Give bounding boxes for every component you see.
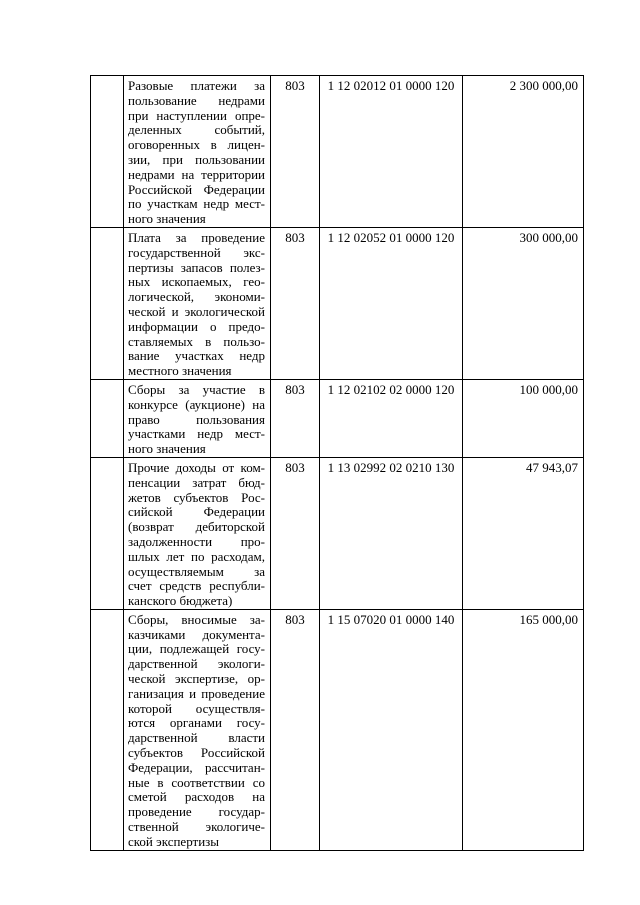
revenue-name-line: проведение государ- bbox=[128, 804, 265, 820]
amount-cell: 300 000,00 bbox=[463, 227, 584, 379]
revenue-name-line: зии, при пользовании bbox=[128, 151, 265, 167]
revenue-name-line: счет средств республи- bbox=[128, 578, 265, 594]
revenue-name-line: право пользования bbox=[128, 411, 265, 427]
table-row bbox=[91, 76, 584, 228]
row-number-cell bbox=[91, 379, 124, 457]
row-number-cell bbox=[91, 76, 124, 228]
revenue-name-line: ного значения bbox=[128, 211, 206, 227]
revenue-name-line: информации о предо- bbox=[128, 318, 265, 334]
row-number-cell bbox=[91, 609, 124, 850]
revenue-name-line: деленных событий, bbox=[128, 122, 265, 138]
revenue-name-line: при наступлении опре- bbox=[128, 107, 265, 123]
revenue-name-line: ных ископаемых, гео- bbox=[128, 274, 265, 290]
revenue-name-line: Сборы за участие в bbox=[128, 381, 265, 397]
revenue-name-cell bbox=[124, 227, 271, 379]
amount-cell: 2 300 000,00 bbox=[463, 76, 584, 228]
revenue-name-line: местного значения bbox=[128, 363, 232, 379]
amount-cell: 100 000,00 bbox=[463, 379, 584, 457]
budget-classification-code-cell: 1 12 02102 02 0000 120 bbox=[320, 379, 463, 457]
budget-revenue-table bbox=[90, 75, 584, 851]
admin-code-cell: 803 bbox=[271, 379, 320, 457]
revenue-name-line: шлых лет по расходам, bbox=[128, 548, 265, 564]
revenue-name-line: недрами на территории bbox=[128, 166, 265, 182]
revenue-name-line: ного значения bbox=[128, 441, 206, 457]
budget-classification-code-cell: 1 13 02992 02 0210 130 bbox=[320, 457, 463, 609]
table-row bbox=[91, 379, 584, 457]
revenue-name-line: ются органами госу- bbox=[128, 715, 265, 731]
revenue-name-line: ской экспертизы bbox=[128, 833, 220, 849]
amount-cell: 165 000,00 bbox=[463, 609, 584, 850]
revenue-name-line: (возврат дебиторской bbox=[128, 519, 265, 535]
revenue-name-line: Российской Федерации bbox=[128, 181, 265, 197]
table-row bbox=[91, 457, 584, 609]
revenue-name-cell bbox=[124, 609, 271, 850]
revenue-name-line: канского бюджета) bbox=[128, 593, 233, 609]
revenue-name-line: ции, подлежащей госу- bbox=[128, 641, 265, 657]
row-number-cell bbox=[91, 227, 124, 379]
revenue-name-line: государственной экс- bbox=[128, 244, 265, 260]
admin-code-cell: 803 bbox=[271, 609, 320, 850]
revenue-name-line: оговоренных в лицен- bbox=[128, 137, 265, 153]
table-row bbox=[91, 227, 584, 379]
revenue-name-line: задолженности про- bbox=[128, 533, 265, 549]
revenue-name-line: логической, экономи- bbox=[128, 289, 265, 305]
revenue-name-line: осуществляемым за bbox=[128, 563, 265, 579]
budget-classification-code-cell: 1 15 07020 01 0000 140 bbox=[320, 609, 463, 850]
revenue-name-line: дарственной экологи- bbox=[128, 656, 265, 672]
revenue-name-line: ческой и экологической bbox=[128, 303, 265, 319]
table-row bbox=[91, 609, 584, 850]
revenue-name-line: ганизация и проведение bbox=[128, 685, 265, 701]
revenue-name-cell bbox=[124, 379, 271, 457]
revenue-name-cell bbox=[124, 76, 271, 228]
admin-code-cell: 803 bbox=[271, 227, 320, 379]
revenue-name-line: участками недр мест- bbox=[128, 426, 265, 442]
revenue-name-line: дарственной власти bbox=[128, 730, 265, 746]
revenue-name-line: по участкам недр мест- bbox=[128, 196, 265, 212]
admin-code-cell: 803 bbox=[271, 76, 320, 228]
amount-cell: 47 943,07 bbox=[463, 457, 584, 609]
revenue-name-line: казчиками документа- bbox=[128, 626, 265, 642]
revenue-name-line: которой осуществля- bbox=[128, 700, 265, 716]
table-body bbox=[91, 76, 584, 851]
revenue-name-line: ческой экспертизе, ор- bbox=[128, 671, 265, 687]
revenue-name-line: пользование недрами bbox=[128, 92, 265, 108]
budget-classification-code-cell: 1 12 02012 01 0000 120 bbox=[320, 76, 463, 228]
revenue-name-line: ные в соответствии со bbox=[128, 774, 265, 790]
revenue-name-line: конкурсе (аукционе) на bbox=[128, 396, 265, 412]
revenue-name-line: ственной экологиче- bbox=[128, 819, 265, 835]
revenue-name-line: пертизы запасов полез- bbox=[128, 259, 265, 275]
revenue-name-line: вание участках недр bbox=[128, 348, 265, 364]
revenue-name-line: Разовые платежи за bbox=[128, 78, 265, 93]
budget-classification-code-cell: 1 12 02052 01 0000 120 bbox=[320, 227, 463, 379]
revenue-name-line: субъектов Российской bbox=[128, 745, 265, 761]
revenue-name-line: ставляемых в пользо- bbox=[128, 333, 265, 349]
revenue-name-line: Федерации, рассчитан- bbox=[128, 759, 265, 775]
revenue-name-line: жетов субъектов Рос- bbox=[128, 489, 265, 505]
revenue-name-line: Прочие доходы от ком- bbox=[128, 459, 265, 475]
revenue-name-line: сметой расходов на bbox=[128, 789, 265, 805]
revenue-name-line: Плата за проведение bbox=[128, 229, 265, 245]
revenue-name-line: пенсации затрат бюд- bbox=[128, 474, 265, 490]
revenue-name-cell bbox=[124, 457, 271, 609]
row-number-cell bbox=[91, 457, 124, 609]
revenue-name-line: Сборы, вносимые за- bbox=[128, 611, 265, 627]
admin-code-cell: 803 bbox=[271, 457, 320, 609]
revenue-name-line: сийской Федерации bbox=[128, 504, 265, 520]
